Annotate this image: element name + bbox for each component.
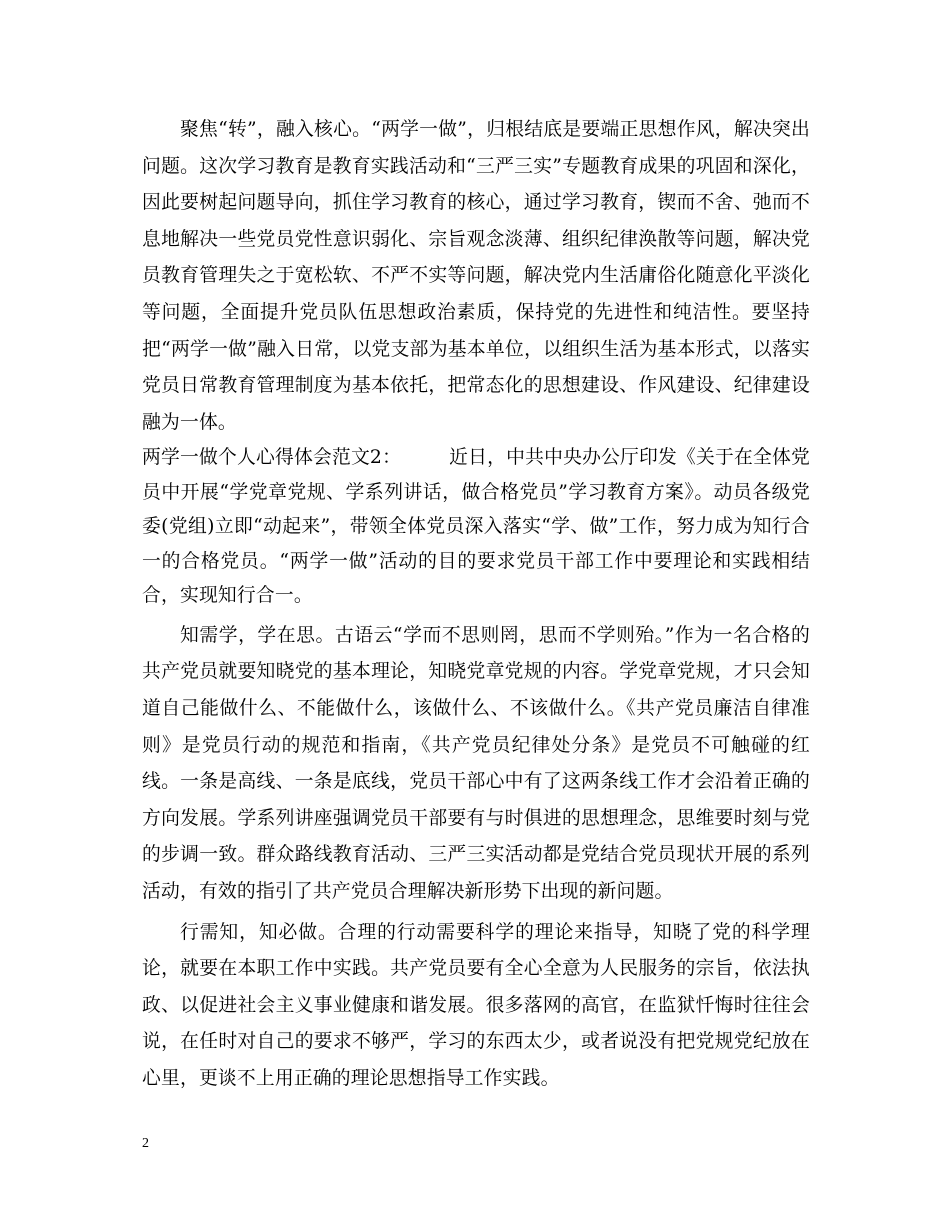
paragraph-action-knowledge: 行需知，知必做。合理的行动需要科学的理论来指导，知晓了党的科学理论，就要在本职工作中实践。共产党员要有全心全意为人民服务的宗旨，依法执政、以促进社会主义事业健康和谐发展。很多落网的高官，在监狱忏悔时往往会说，在任时对自己的要求不够严，学习的东西太少，或者说没有把党规党纪放在心里，更谈不上用正确的理论思想指导工作实践。 — [142, 921, 810, 1089]
paragraph-knowledge-learning: 知需学，学在思。古语云“学而不思则罔，思而不学则殆。”作为一名合格的共产党员就要知晓党的基本理论，知晓党章党规的内容。学党章党规，才只会知道自己能做什么、不能做什么，该做什么、不该做什么。《共产党员廉洁自律准则》是党员行动的规范和指南，《共产党员纪律处分条》是党员不可触碰的红线。一条是高线、一条是底线，党员干部心中有了这两条线工作才会沿着正确的方向发展。学系列讲座强调党员干部要有与时俱进的思想理念，思维要时刻与党的步调一致。群众路线教育活动、三严三实活动都是党结合党员现状开展的系列活动，有效的指引了共产党员合理解决新形势下出现的新问题。 — [142, 624, 810, 902]
sample-two-text: 近日，中共中央办公厅印发《关于在全体党员中开展“学党章党规、学系列讲话，做合格党员”学习教育方案》。动员各级党委(党组)立即“动起来”，带领全体党员深入落实“学、做”工作，努力成为知行合一的合格党员。“两学一做”活动的目的要求党员干部工作中要理论和实践相结合，实现知行合一。 — [142, 447, 810, 607]
document-body — [142, 112, 810, 1098]
page-number: 2 — [142, 1136, 149, 1151]
paragraph-focus-transform: 聚焦“转”，融入核心。“两学一做”，归根结底是要端正思想作风，解决突出问题。这次学习教育是教育实践活动和“三严三实”专题教育成果的巩固和深化，因此要树起问题导向，抓住学习教育的核心，通过学习教育，锲而不舍、弛而不息地解决一些党员党性意识弱化、宗旨观念淡薄、组织纪律涣散等问题，解决党员教育管理失之于宽松软、不严不实等问题，解决党内生活庸俗化随意化平淡化等问题，全面提升党员队伍思想政治素质，保持党的先进性和纯洁性。要坚持把“两学一做”融入日常，以党支部为基本单位，以组织生活为基本形式，以落实党员日常教育管理制度为基本依托，把常态化的思想建设、作风建设、纪律建设融为一体。 — [142, 119, 810, 433]
sample-heading: 两学一做个人心得体会范文2： — [142, 447, 402, 469]
paragraph-sample-two — [142, 441, 810, 614]
